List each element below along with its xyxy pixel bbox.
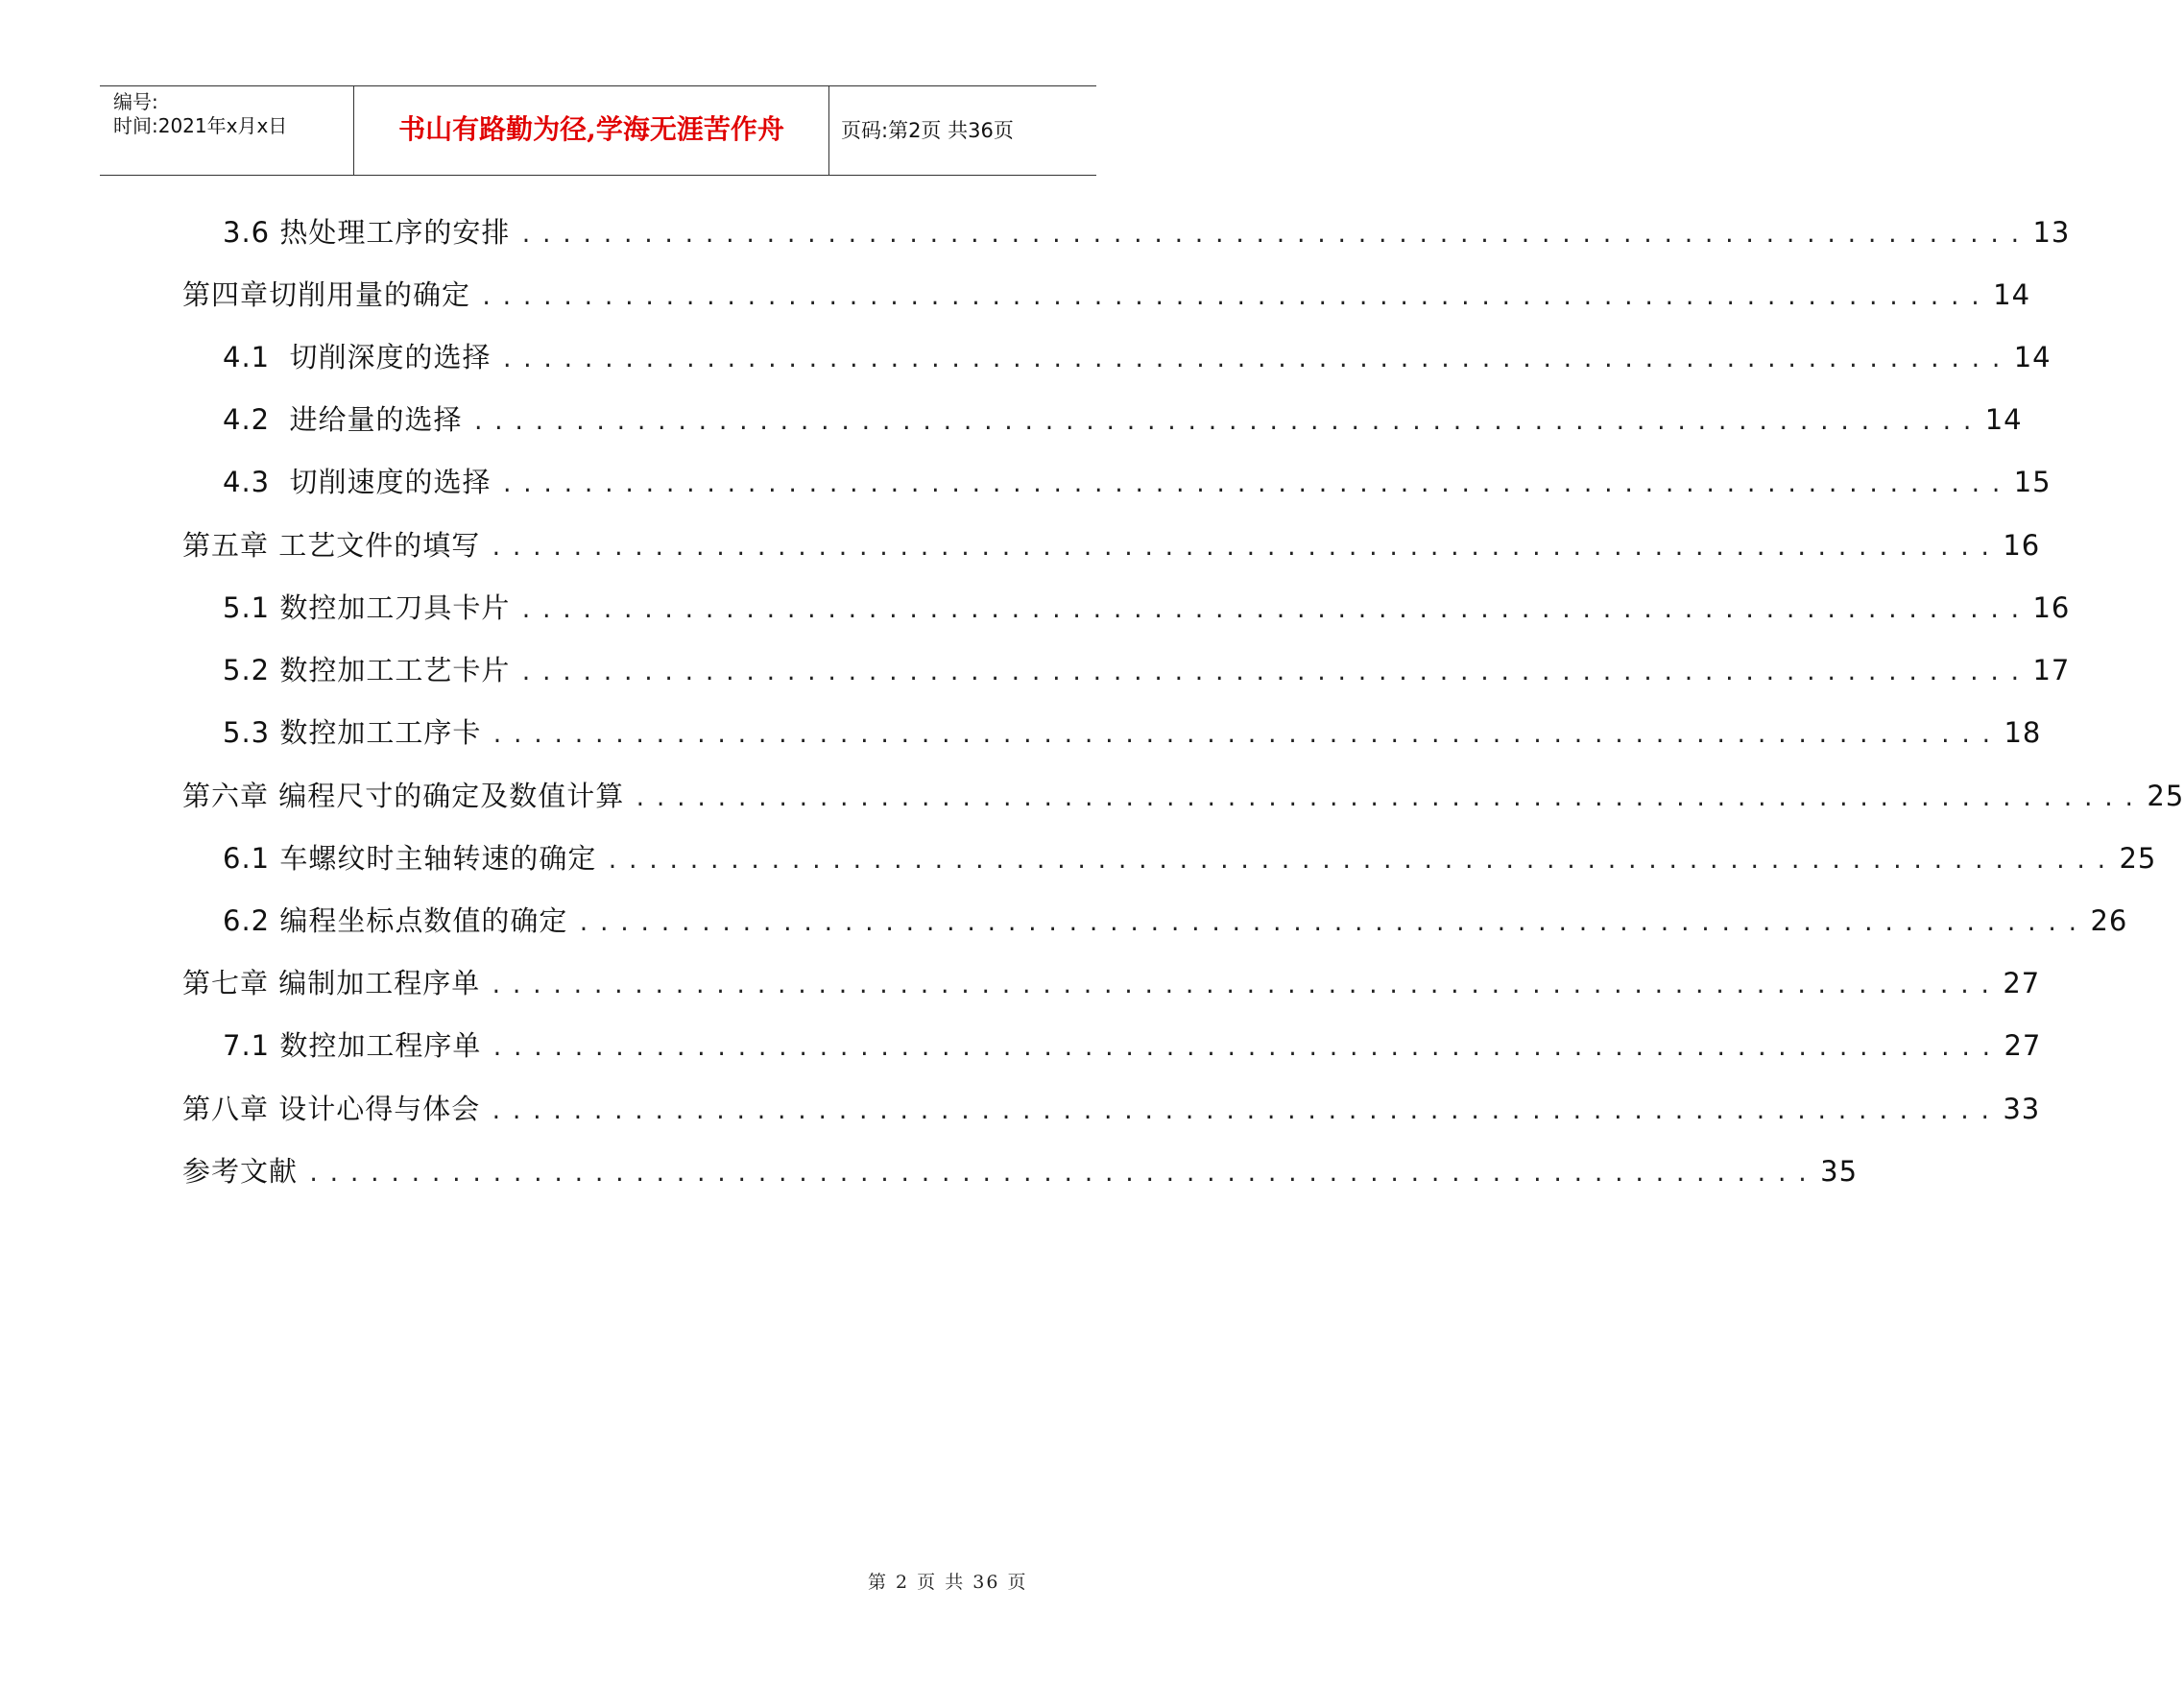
toc-leader-dots: .......................................................................... — [490, 974, 2000, 998]
toc-entry[interactable] — [223, 713, 2042, 752]
toc-entry-title: 4.2 进给量的选择 — [223, 403, 463, 436]
toc-entry-title: 3.6 热处理工序的安排 — [223, 216, 511, 249]
toc-entry-page: 14 — [1993, 278, 2031, 311]
toc-entry[interactable] — [223, 589, 2071, 627]
toc-entry-title: 5.3 数控加工工序卡 — [223, 716, 482, 749]
toc-leader-dots: .......................................................................... — [500, 473, 2010, 497]
toc-entry-page: 33 — [2003, 1093, 2041, 1125]
toc-entry[interactable] — [223, 213, 2071, 252]
toc-leader-dots: .......................................................................... — [519, 662, 2029, 686]
toc-entry[interactable] — [182, 964, 2041, 1002]
toc-entry-page: 15 — [2013, 466, 2052, 498]
toc-entry-title: 5.1 数控加工刀具卡片 — [223, 591, 511, 624]
time-label: 时间:2021年x月x日 — [113, 114, 288, 137]
page-header — [100, 85, 1096, 176]
number-label: 编号: — [113, 90, 158, 113]
toc-entry-page: 14 — [2013, 341, 2052, 373]
toc-entry-page: 16 — [2003, 529, 2041, 562]
toc-leader-dots: .......................................................................... — [491, 1037, 2001, 1061]
toc-entry-page: 27 — [2004, 1029, 2042, 1062]
toc-entry-page: 16 — [2032, 591, 2071, 624]
toc-entry-page: 27 — [2003, 967, 2041, 999]
toc-entry-page: 14 — [1984, 403, 2023, 436]
toc-entry-title: 4.1 切削深度的选择 — [223, 341, 492, 373]
toc-entry[interactable] — [223, 338, 2052, 376]
toc-leader-dots: .......................................................................... — [490, 537, 2000, 561]
toc-leader-dots: .......................................................................... — [634, 787, 2144, 811]
toc-entry[interactable] — [223, 651, 2071, 689]
header-page-info: 页码:第2页 共36页 — [841, 119, 1014, 142]
toc-entry-title: 4.3 切削速度的选择 — [223, 466, 492, 498]
toc-entry-title: 7.1 数控加工程序单 — [223, 1029, 482, 1062]
toc-entry-title: 6.1 车螺纹时主轴转速的确定 — [223, 842, 597, 875]
header-meta-cell — [100, 86, 354, 175]
toc-leader-dots: .......................................................................... — [480, 286, 1990, 310]
toc-leader-dots: .......................................................................... — [500, 349, 2010, 373]
toc-leader-dots: .......................................................................... — [490, 1100, 2000, 1124]
toc-leader-dots: .......................................................................... — [519, 224, 2029, 248]
toc-entry[interactable] — [182, 1152, 1859, 1191]
toc-entry-page: 35 — [1820, 1155, 1859, 1188]
toc-entry-title: 参考文献 — [182, 1155, 299, 1188]
toc-entry[interactable] — [182, 276, 2031, 314]
toc-leader-dots: .......................................................................... — [491, 724, 2001, 748]
toc-leader-dots: .......................................................................... — [471, 411, 1981, 435]
toc-entry-title: 第四章切削用量的确定 — [182, 278, 471, 311]
toc-entry[interactable] — [182, 777, 2184, 815]
header-motto-cell — [354, 86, 829, 175]
toc-entry-title: 第七章 编制加工程序单 — [182, 967, 481, 999]
toc-leader-dots: .......................................................................... — [519, 599, 2029, 623]
toc-entry[interactable] — [182, 1090, 2041, 1128]
toc-entry-title: 第六章 编程尺寸的确定及数值计算 — [182, 780, 625, 812]
toc-entry[interactable] — [182, 526, 2041, 565]
toc-entry[interactable] — [223, 902, 2128, 940]
toc-entry-page: 13 — [2032, 216, 2071, 249]
toc-leader-dots: .......................................................................... — [577, 912, 2087, 936]
toc-leader-dots: .......................................................................... — [307, 1163, 1817, 1187]
header-motto: 书山有路勤为径,学海无涯苦作舟 — [398, 113, 784, 145]
toc-entry-page: 25 — [2147, 780, 2184, 812]
toc-entry[interactable] — [223, 463, 2052, 501]
toc-entry-title: 第八章 设计心得与体会 — [182, 1093, 481, 1125]
toc-entry-title: 5.2 数控加工工艺卡片 — [223, 654, 511, 686]
toc-leader-dots: .......................................................................... — [606, 850, 2116, 874]
toc-entry[interactable] — [223, 400, 2023, 439]
header-page-cell — [829, 86, 1096, 175]
toc-entry-page: 17 — [2032, 654, 2071, 686]
page-footer: 第 2 页 共 36 页 — [868, 1572, 1028, 1593]
toc-entry-page: 26 — [2090, 904, 2128, 937]
toc-entry-page: 18 — [2004, 716, 2042, 749]
toc-entry-page: 25 — [2119, 842, 2157, 875]
toc-entry-title: 第五章 工艺文件的填写 — [182, 529, 481, 562]
toc-entry-title: 6.2 编程坐标点数值的确定 — [223, 904, 568, 937]
toc-entry[interactable] — [223, 839, 2157, 878]
toc-entry[interactable] — [223, 1026, 2042, 1065]
